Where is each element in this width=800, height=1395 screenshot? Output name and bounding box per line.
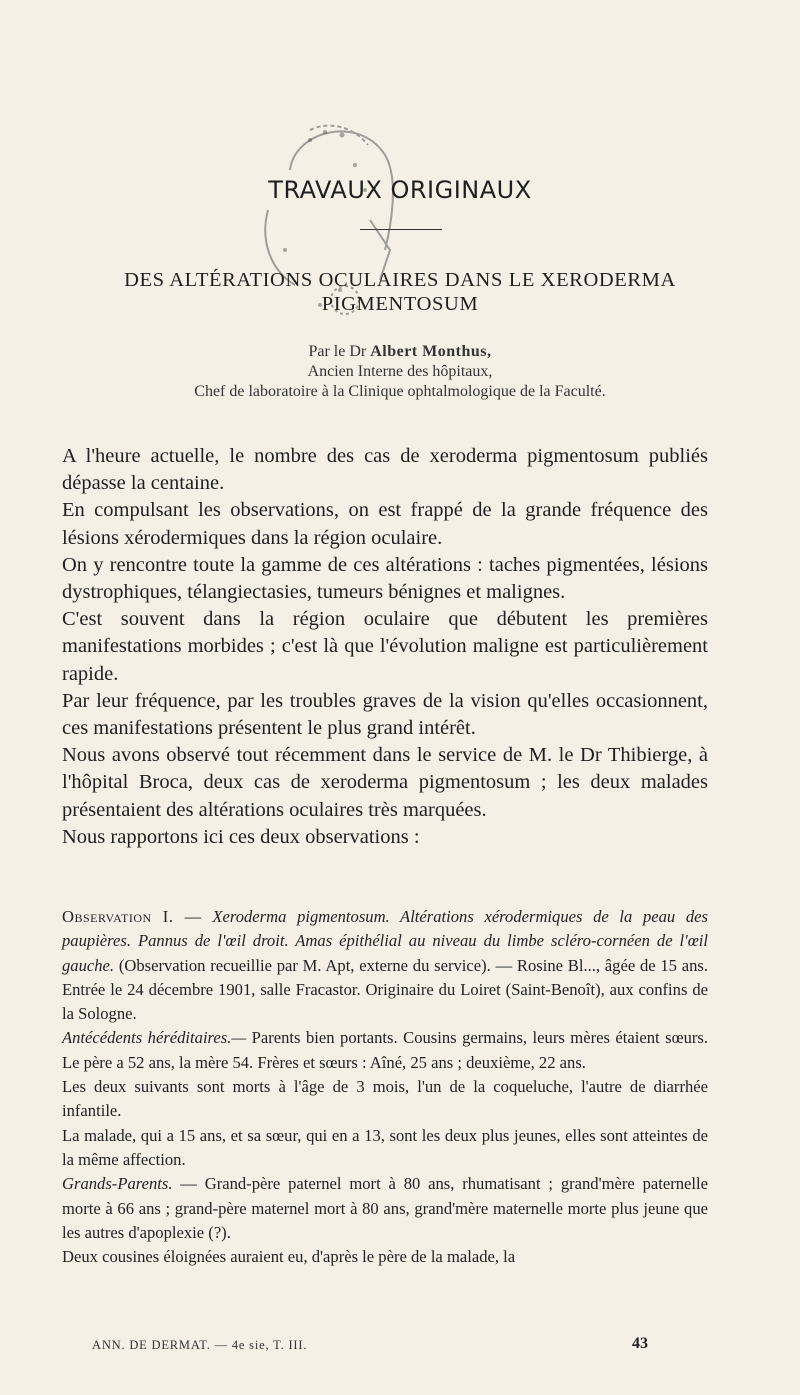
observation-title: Xeroderma pigmentosum. Altérations xérodermiques de la peau des paupières. Pannus de l'œil droit. Amas épithélial au niveau du limbe scléro-cornéen de l'œil gauche. — [62, 907, 708, 975]
paragraph-1: A l'heure actuelle, le nombre des cas de xeroderma pigmentosum publiés dépasse la centaine. — [62, 445, 708, 495]
observation-heading — [62, 905, 708, 1026]
paragraph-6: Nous avons observé tout récemment dans le service de M. le Dr Thibierge, à l'hôpital Broca, deux cas de xeroderma pigmentosum ; les deux malades présentaient des altérations oculaires très marquées. — [62, 744, 708, 821]
article-body — [62, 443, 708, 851]
page-number: 43 — [632, 1335, 648, 1352]
antecedents-label: Antécédents héréditaires.— — [62, 1028, 247, 1048]
grandparents-label: Grands-Parents. — [62, 1174, 173, 1194]
author-role-2: Chef de laboratoire à la Clinique ophtalmologique de la Faculté. — [194, 383, 606, 400]
antecedents-paragraph — [62, 1026, 708, 1075]
article-title — [60, 268, 740, 316]
patient-paragraph: La malade, qui a 15 ans, et sa sœur, qui en a 13, sont les deux plus jeunes, elles sont atteintes de la même affection. — [62, 1125, 708, 1169]
grandparents-text: — Grand-père paternel mort à 80 ans, rhumatisant ; grand'mère paternelle morte à 66 ans ; grand-père maternel mort à 80 ans, grand'mère maternelle morte plus jeune que les autres d'apoplexie (?). — [62, 1174, 708, 1242]
siblings-paragraph: Les deux suivants sont morts à l'âge de 3 mois, l'un de la coqueluche, l'autre de diarrhée infantile. — [62, 1077, 708, 1121]
author-block — [0, 342, 800, 402]
paragraph-2: En compulsant les observations, on est frappé de la grande fréquence des lésions xérodermiques dans la région oculaire. — [62, 499, 708, 549]
author-role-1: Ancien Interne des hôpitaux, — [307, 363, 493, 380]
section-heading: TRAVAUX ORIGINAUX — [268, 176, 532, 204]
paragraph-3: On y rencontre toute la gamme de ces altérations : taches pigmentées, lésions dystrophiques, télangiectasies, tumeurs bénignes et malignes. — [62, 553, 708, 604]
observation-label: Observation I. — — [62, 907, 202, 926]
title-line-1: DES ALTÉRATIONS OCULAIRES DANS LE XERODERMA — [124, 269, 676, 291]
paragraph-5: Par leur fréquence, par les troubles graves de la vision qu'elles occasionnent, ces manifestations présentent le plus grand intérêt. — [62, 689, 708, 740]
section-divider — [360, 229, 442, 230]
cousins-paragraph: Deux cousines éloignées auraient eu, d'après le père de la malade, la — [62, 1247, 516, 1267]
observation-section — [62, 905, 708, 1269]
antecedents-text: Parents bien portants. Cousins germains, leurs mères étaient sœurs. Le père a 52 ans, la mère 54. Frères et sœurs : Aîné, 25 ans ; deuxième, 22 ans. — [62, 1028, 708, 1072]
grandparents-paragraph — [62, 1172, 708, 1245]
journal-footer: ANN. DE DERMAT. — 4e sie, T. III. — [92, 1338, 308, 1352]
observation-intro: (Observation recueillie par M. Apt, externe du service). — Rosine Bl..., âgée de 15 ans. Entrée le 24 décembre 1901, salle Fracastor. Originaire du Loiret (Saint-Benoît), aux confins de la Sologne. — [62, 955, 708, 1024]
paragraph-7: Nous rapportons ici ces deux observations : — [62, 825, 420, 848]
title-line-2: PIGMENTOSUM — [321, 293, 479, 315]
author-line — [0, 342, 800, 362]
author-prefix: Par le Dr — [308, 343, 367, 360]
paragraph-4: C'est souvent dans la région oculaire que débutent les premières manifestations morbides ; c'est là que l'évolution maligne est particulièrement rapide. — [62, 608, 708, 685]
author-name: Albert Monthus, — [370, 343, 492, 360]
